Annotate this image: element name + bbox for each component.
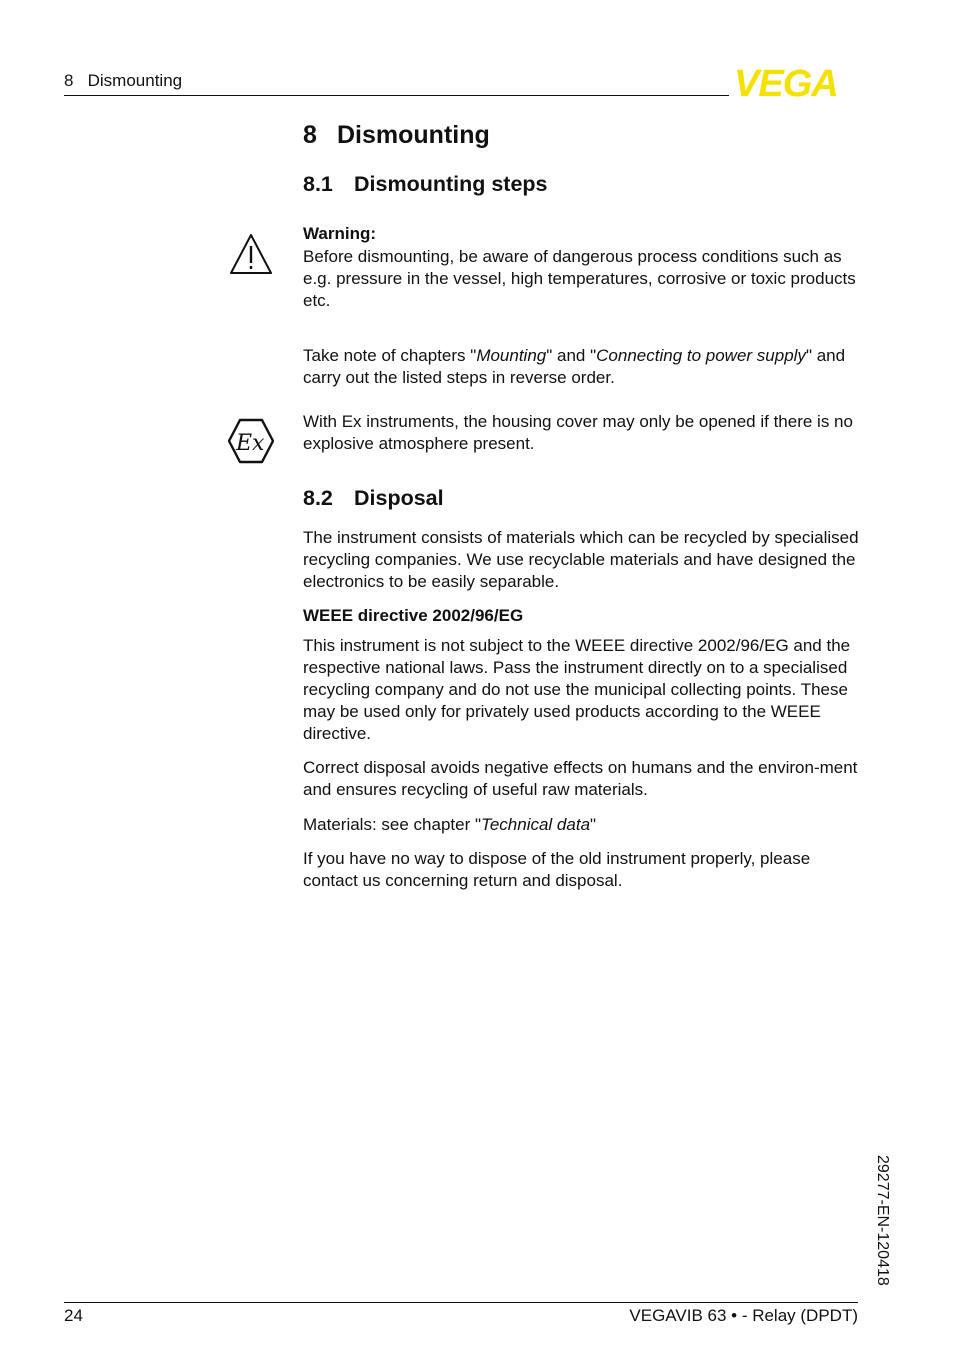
header-rule	[64, 95, 729, 96]
svg-text:Ex: Ex	[236, 431, 265, 456]
section-title-disposal	[303, 486, 863, 511]
page-number: 24	[64, 1306, 83, 1325]
materials-text: Materials: see chapter "	[303, 815, 482, 834]
running-header: 8 Dismounting	[64, 71, 183, 90]
ex-instruments-text: With Ex instruments, the housing cover may only be opened if there is no explosive atmosphere present.	[303, 412, 853, 453]
chapter-title-text: Dismounting	[337, 121, 490, 149]
section-title-text: Dismounting steps	[354, 172, 548, 196]
section-number: 8.1	[303, 172, 333, 196]
chapter-number: 8	[303, 121, 317, 149]
disposal-body	[303, 527, 863, 892]
note-ref-power-supply: Connecting to power supply	[596, 346, 806, 365]
svg-text:VEGA: VEGA	[734, 64, 838, 98]
weee-heading: WEEE directive 2002/96/EG	[303, 606, 524, 625]
materials-ref-technical-data: Technical data	[481, 815, 591, 834]
footer-rule	[64, 1302, 858, 1303]
disposal-paragraph: The instrument consists of materials which can be recycled by specialised recycling companies. We use recyclable materials and have designed the electronics to be easily separable.	[303, 528, 859, 591]
section-title-text: Disposal	[354, 486, 444, 510]
warning-triangle-icon	[228, 232, 274, 278]
product-name: VEGAVIB 63 • - Relay (DPDT)	[629, 1306, 858, 1325]
warning-label: Warning:	[303, 224, 377, 243]
document-id: 29277-EN-120418	[874, 1155, 891, 1286]
note-text: " and "	[546, 346, 597, 365]
return-paragraph: If you have no way to dispose of the old instrument properly, please contact us concerning return and disposal.	[303, 849, 811, 890]
chapter-title	[303, 121, 863, 150]
materials-paragraph	[303, 814, 863, 836]
environment-paragraph: Correct disposal avoids negative effects on humans and the environ-ment and ensures recycling of useful raw materials.	[303, 758, 858, 799]
warning-block	[303, 223, 863, 312]
weee-paragraph: This instrument is not subject to the WEEE directive 2002/96/EG and the respective national laws. Pass the instrument directly on to a specialised recycling company and do not use the municipal collecting points. These may be used only for privately used products according to the WEEE directive.	[303, 636, 851, 743]
reverse-order-note	[303, 345, 863, 389]
ex-protection-icon	[228, 418, 274, 464]
materials-text: "	[590, 815, 597, 834]
note-text: " and carry out the listed steps in reverse order.	[303, 346, 846, 387]
vega-logo	[734, 64, 858, 98]
note-ref-mounting: Mounting	[476, 346, 547, 365]
section-title-dismounting-steps	[303, 172, 863, 197]
section-number: 8.2	[303, 486, 333, 510]
warning-text: Before dismounting, be aware of dangerous process conditions such as e.g. pressure in the vessel, high temperatures, corrosive or toxic products etc.	[303, 247, 856, 310]
note-text: Take note of chapters "	[303, 346, 477, 365]
